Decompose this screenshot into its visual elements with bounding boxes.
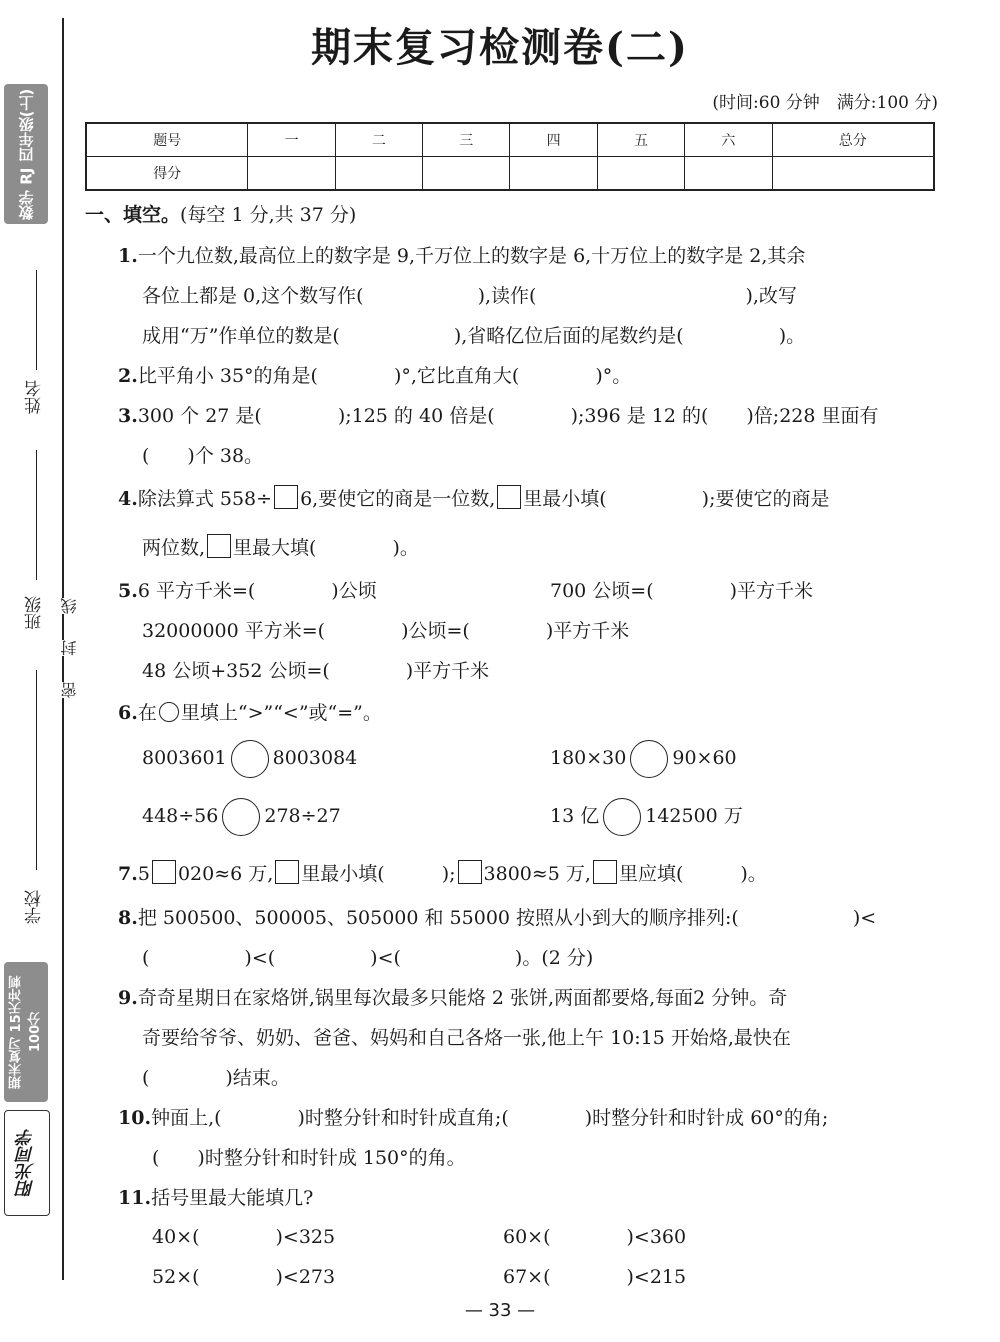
question-8-line-1	[118, 903, 876, 930]
header-cell: 六	[685, 123, 772, 157]
compare-2	[550, 740, 737, 778]
answer-box[interactable]	[274, 485, 298, 509]
row-label: 得分	[86, 157, 248, 191]
q-text: 300 个 27 是( );125 的 40 倍是( );396 是 12 的( )倍;228 里面有	[137, 405, 879, 427]
box-symbol	[593, 860, 617, 884]
header-cell: 五	[597, 123, 684, 157]
score-cell[interactable]	[248, 157, 335, 191]
question-9-line-3: ( )结束。	[142, 1067, 290, 1089]
q-text: 括号里最大能填几?	[151, 1187, 314, 1209]
header-cell: 二	[335, 123, 422, 157]
q-text: 里最小填( );	[301, 863, 456, 885]
compare-left: 448÷56	[142, 805, 219, 827]
compare-circle[interactable]	[603, 798, 641, 836]
question-3-line-2: ( )个 38。	[142, 445, 264, 467]
score-cell[interactable]	[597, 157, 684, 191]
question-7	[118, 859, 767, 886]
score-cell[interactable]	[510, 157, 597, 191]
header-cell: 三	[423, 123, 510, 157]
q-text: 奇奇星期日在家烙饼,锅里每次最多只能烙 2 张饼,两面都要烙,每面2 分钟。奇	[137, 987, 788, 1009]
review-tab: 期末复习 15天冲刺100分	[4, 962, 48, 1102]
q-text: 两位数,	[142, 537, 206, 559]
q-text: 里应填( )。	[618, 863, 767, 885]
question-5-line-3: 48 公顷+352 公顷=( )平方千米	[142, 660, 490, 682]
box-symbol	[497, 485, 521, 509]
question-3-line-1	[118, 401, 879, 428]
header-cell: 一	[248, 123, 335, 157]
compare-circle[interactable]	[222, 798, 260, 836]
q-text: 5	[137, 863, 150, 885]
question-1-line-3: 成用“万”作单位的数是( ),省略亿位后面的尾数约是( )。	[142, 325, 806, 347]
score-cell[interactable]	[685, 157, 772, 191]
q-number: 7.	[118, 863, 138, 885]
name-underline-lower	[36, 450, 37, 580]
q-text: 里填上“>”“<”或“=”。	[180, 702, 382, 724]
compare-1	[142, 740, 357, 778]
question-11-c: 52×( )<273	[152, 1266, 336, 1288]
box-symbol	[275, 860, 299, 884]
question-9-line-2: 奇要给爷爷、奶奶、爸爸、妈妈和自己各烙一张,他上午 10:15 开始烙,最快在	[142, 1027, 791, 1049]
question-10-line-1	[118, 1103, 828, 1130]
compare-left: 13 亿	[550, 805, 600, 827]
question-10-line-2: ( )时整分针和时针成 150°的角。	[152, 1147, 466, 1169]
school-label: 学校	[25, 890, 45, 924]
question-11-a: 40×( )<325	[152, 1226, 336, 1248]
q-number: 9.	[118, 987, 138, 1009]
compare-right: 278÷27	[264, 805, 341, 827]
compare-left: 180×30	[550, 747, 627, 769]
q-number: 10.	[118, 1107, 152, 1129]
circle-symbol	[159, 702, 179, 722]
answer-box[interactable]	[458, 860, 482, 884]
section-note: (每空 1 分,共 37 分)	[180, 204, 357, 226]
page-number: — 33 —	[464, 1300, 536, 1321]
score-cell[interactable]	[335, 157, 422, 191]
q-number: 5.	[118, 580, 138, 602]
question-5-line-2: 32000000 平方米=( )公顷=( )平方千米	[142, 620, 630, 642]
q-text: 020≈6 万,	[177, 863, 274, 885]
score-cell[interactable]	[423, 157, 510, 191]
q-text: 比平角小 35°的角是( )°,它比直角大( )°。	[137, 365, 632, 387]
q-number: 8.	[118, 907, 138, 929]
question-1-line-1	[118, 241, 805, 268]
page-title: 期末复习检测卷(二)	[311, 24, 689, 71]
seal-mi: 密	[60, 682, 79, 698]
question-2	[118, 361, 631, 388]
q-text: 3800≈5 万,	[483, 863, 591, 885]
subject-tab: 数学 RJ 四年级(上)	[4, 84, 48, 224]
q-text: 一个九位数,最高位上的数字是 9,千万位上的数字是 6,十万位上的数字是 2,其余	[137, 245, 806, 267]
q-number: 6.	[118, 702, 138, 724]
q-text: 把 500500、500005、505000 和 55000 按照从小到大的顺序排列:( )<	[137, 907, 877, 929]
score-cell[interactable]	[772, 157, 934, 191]
class-underline	[36, 670, 37, 870]
q-text: 里最大填( )。	[233, 537, 419, 559]
question-5-line-1a	[118, 576, 377, 603]
section-1-heading	[85, 200, 356, 227]
name-label: 姓名	[25, 380, 45, 414]
header-cell: 总分	[772, 123, 934, 157]
question-11-d: 67×( )<215	[503, 1266, 687, 1288]
question-9-line-1	[118, 983, 787, 1010]
q-text: 除法算式 558÷	[137, 488, 273, 510]
compare-circle[interactable]	[231, 740, 269, 778]
compare-left: 8003601	[142, 747, 227, 769]
q-text: 在	[137, 702, 157, 724]
compare-right: 142500 万	[645, 805, 743, 827]
score-table-score-row	[86, 157, 934, 191]
q-number: 1.	[118, 245, 138, 267]
q-text: 6,要使它的商是一位数,	[300, 488, 496, 510]
compare-circle[interactable]	[630, 740, 668, 778]
class-label: 班级	[25, 596, 45, 630]
section-title: 一、填空。	[85, 204, 181, 226]
question-11	[118, 1183, 313, 1210]
box-symbol	[207, 534, 231, 558]
question-6	[118, 698, 382, 725]
q-text: 钟面上,( )时整分针和时针成直角;( )时整分针和时针成 60°的角;	[151, 1107, 829, 1129]
q-number: 2.	[118, 365, 138, 387]
q-text: 6 平方千米=( )公顷	[137, 580, 377, 602]
compare-3	[142, 798, 341, 836]
compare-4	[550, 798, 743, 836]
name-underline	[36, 270, 37, 370]
question-5-line-1b: 700 公顷=( )平方千米	[550, 580, 814, 602]
seal-feng: 封	[60, 640, 79, 656]
header-cell: 四	[510, 123, 597, 157]
question-4-line-2	[142, 533, 419, 560]
q-number: 4.	[118, 488, 138, 510]
compare-right: 90×60	[672, 747, 737, 769]
brand-logo: 阳光同学	[4, 1110, 50, 1216]
seal-xian: 线	[60, 598, 79, 614]
q-number: 3.	[118, 405, 138, 427]
q-text: 里最小填( );要使它的商是	[523, 488, 830, 510]
answer-box[interactable]	[152, 860, 176, 884]
time-info: (时间:60 分钟 满分:100 分)	[712, 93, 938, 113]
score-table-header-row	[86, 123, 934, 157]
score-table	[85, 122, 935, 191]
question-8-line-2: ( )<( )<( )。(2 分)	[142, 947, 594, 969]
q-number: 11.	[118, 1187, 152, 1209]
header-cell: 题号	[86, 123, 248, 157]
question-11-b: 60×( )<360	[503, 1226, 687, 1248]
question-4-line-1	[118, 484, 829, 511]
question-1-line-2: 各位上都是 0,这个数写作( ),读作( ),改写	[142, 285, 797, 307]
compare-right: 8003084	[272, 747, 358, 769]
